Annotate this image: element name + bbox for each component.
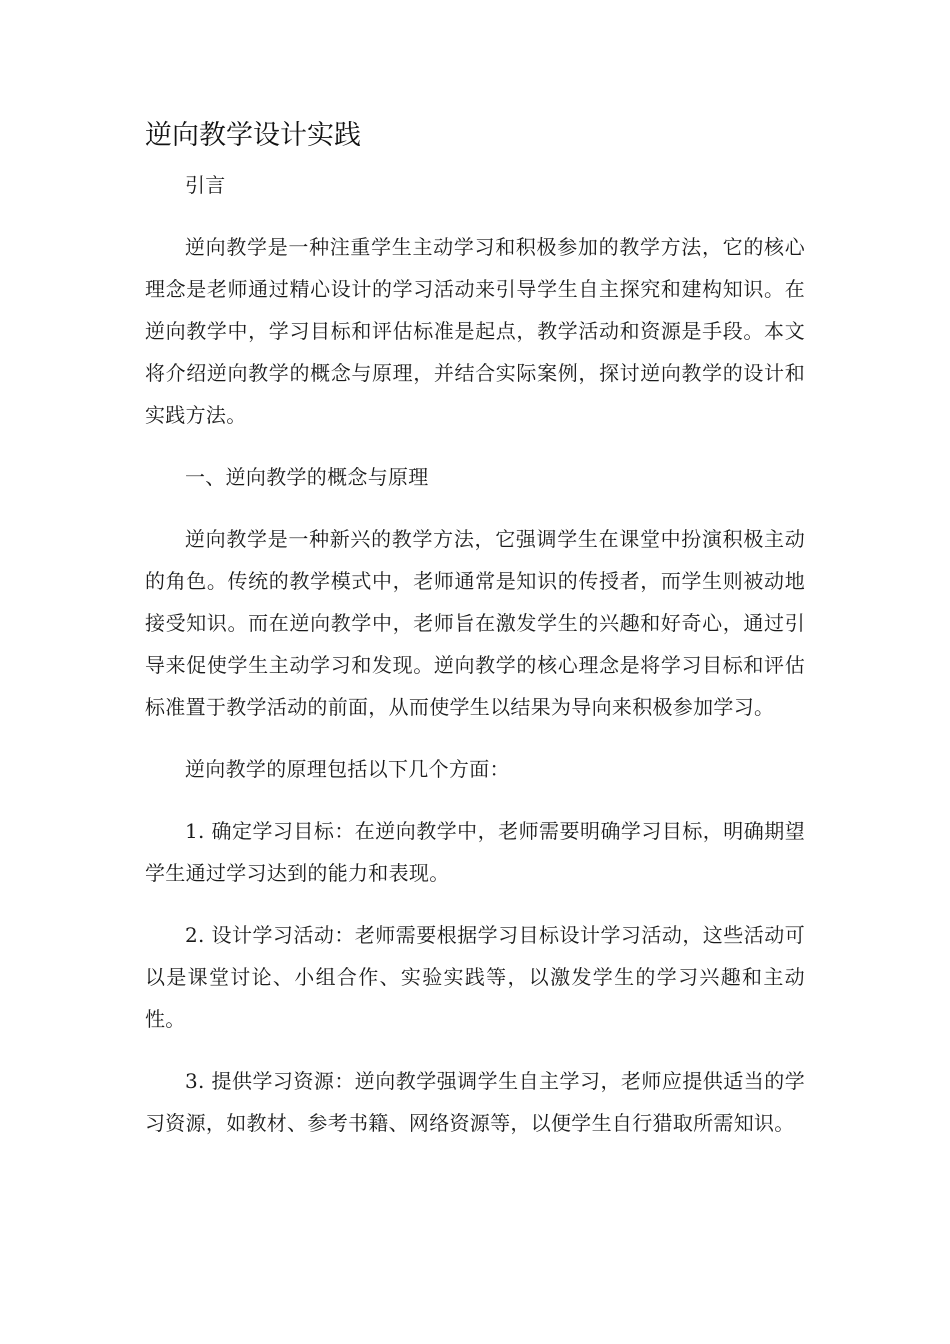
list-item-learning-resources: 3. 提供学习资源：逆向教学强调学生自主学习，老师应提供适当的学习资源，如教材、参考书籍、网络资源等，以便学生自行猎取所需知识。 [145, 1069, 805, 1135]
list-item-learning-goals: 1. 确定学习目标：在逆向教学中，老师需要明确学习目标，明确期望学生通过学习达到的能力和表现。 [145, 819, 805, 885]
document-title: 逆向教学设计实践 [145, 120, 361, 151]
paragraph-concept: 逆向教学是一种新兴的教学方法，它强调学生在课堂中扮演积极主动的角色。传统的教学模式中，老师通常是知识的传授者，而学生则被动地接受知识。而在逆向教学中，老师旨在激发学生的兴趣和好奇心，通过引导来促使学生主动学习和发现。逆向教学的核心理念是将学习目标和评估标准置于教学活动的前面，从而使学生以结果为导向来积极参加学习。 [145, 527, 805, 719]
section-heading-concept: 一、逆向教学的概念与原理 [185, 465, 429, 489]
section-heading-introduction: 引言 [185, 173, 226, 197]
paragraph-principles-intro: 逆向教学的原理包括以下几个方面： [185, 757, 510, 781]
document-body [145, 112, 805, 1164]
paragraph-introduction: 逆向教学是一种注重学生主动学习和积极参加的教学方法，它的核心理念是老师通过精心设计的学习活动来引导学生自主探究和建构知识。在逆向教学中，学习目标和评估标准是起点，教学活动和资源是手段。本文将介绍逆向教学的概念与原理，并结合实际案例，探讨逆向教学的设计和实践方法。 [145, 235, 805, 427]
list-item-learning-activities: 2. 设计学习活动：老师需要根据学习目标设计学习活动，这些活动可以是课堂讨论、小组合作、实验实践等，以激发学生的学习兴趣和主动性。 [145, 923, 805, 1031]
